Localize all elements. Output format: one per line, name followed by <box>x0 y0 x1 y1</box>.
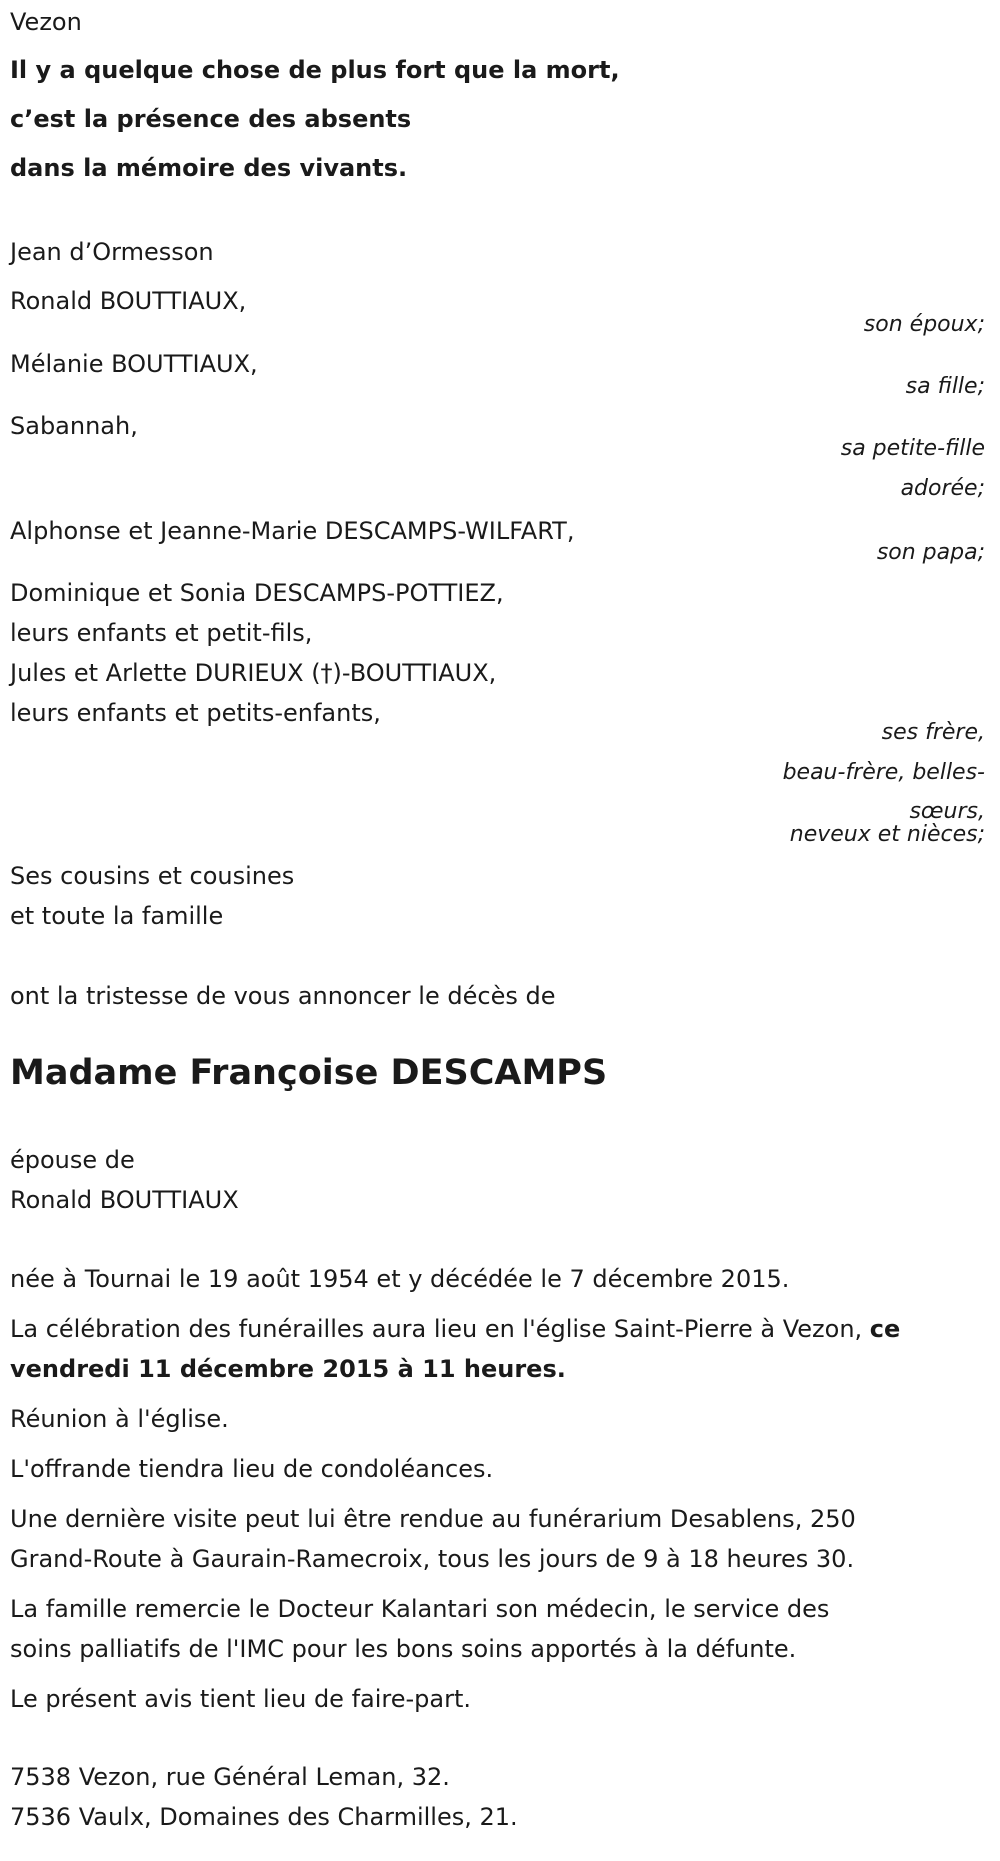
family-siblings-role-4: neveux et nièces; <box>789 822 985 847</box>
offering-text: L'offrande tiendra lieu de condoléances. <box>10 1455 494 1483</box>
family-spouse-role: son époux; <box>863 312 985 337</box>
ceremony-line-1 <box>10 1309 900 1349</box>
address-line-2: 7536 Vaulx, Domaines des Charmilles, 21. <box>10 1803 518 1831</box>
thanks-line-2: soins palliatifs de l'IMC pour les bons soins apportés à la défunte. <box>10 1635 797 1663</box>
family-granddaughter-role-2: adorée; <box>900 476 985 501</box>
ceremony-date: vendredi 11 décembre 2015 à 11 heures. <box>10 1355 566 1383</box>
family-sibling-line-4: leurs enfants et petits-enfants, <box>10 699 381 727</box>
visit-line-2: Grand-Route à Gaurain-Ramecroix, tous les jours de 9 à 18 heures 30. <box>10 1545 855 1573</box>
family-sibling-line-2: leurs enfants et petit-fils, <box>10 619 313 647</box>
family-daughter: Mélanie BOUTTIAUX, <box>10 350 258 378</box>
visit-line-1: Une dernière visite peut lui être rendue au funérarium Desablens, 250 <box>10 1505 856 1533</box>
family-siblings-role-1: ses frère, <box>881 720 985 745</box>
family-siblings-role-2: beau-frère, belles- <box>782 760 985 785</box>
family-cousins-line-1: Ses cousins et cousines <box>10 862 295 890</box>
family-sibling-line-1: Dominique et Sonia DESCAMPS-POTTIEZ, <box>10 579 504 607</box>
family-father: Alphonse et Jeanne-Marie DESCAMPS-WILFART, <box>10 517 575 545</box>
meeting-text: Réunion à l'église. <box>10 1405 229 1433</box>
family-sibling-line-3: Jules et Arlette DURIEUX (†)-BOUTTIAUX, <box>10 659 497 687</box>
quote-line-2: c’est la présence des absents <box>10 105 412 133</box>
quote-line-3: dans la mémoire des vivants. <box>10 154 408 182</box>
address-line-1: 7538 Vezon, rue Général Leman, 32. <box>10 1763 450 1791</box>
family-daughter-role: sa fille; <box>905 374 985 399</box>
place-heading: Vezon <box>10 8 82 36</box>
notice-text: Le présent avis tient lieu de faire-part. <box>10 1685 472 1713</box>
deceased-spouse-name: Ronald BOUTTIAUX <box>10 1186 239 1214</box>
family-granddaughter: Sabannah, <box>10 412 138 440</box>
family-cousins-line-2: et toute la famille <box>10 902 224 930</box>
quote-line-1: Il y a quelque chose de plus fort que la mort, <box>10 56 620 84</box>
birth-death-text: née à Tournai le 19 août 1954 et y décédée le 7 décembre 2015. <box>10 1265 790 1293</box>
family-granddaughter-role-1: sa petite-fille <box>840 436 985 461</box>
deceased-spouse-intro: épouse de <box>10 1146 135 1174</box>
family-siblings-role-3: sœurs, <box>909 799 985 824</box>
thanks-line-1: La famille remercie le Docteur Kalantari son médecin, le service des <box>10 1595 830 1623</box>
ceremony-text: La célébration des funérailles aura lieu en l'église Saint-Pierre à Vezon, <box>10 1315 870 1343</box>
announcement-text: ont la tristesse de vous annoncer le décès de <box>10 982 556 1010</box>
quote-author: Jean d’Ormesson <box>10 238 214 266</box>
family-spouse: Ronald BOUTTIAUX, <box>10 287 247 315</box>
ceremony-date-start: ce <box>869 1315 901 1343</box>
family-father-role: son papa; <box>876 540 985 565</box>
deceased-name: Madame Françoise DESCAMPS <box>10 1053 608 1093</box>
